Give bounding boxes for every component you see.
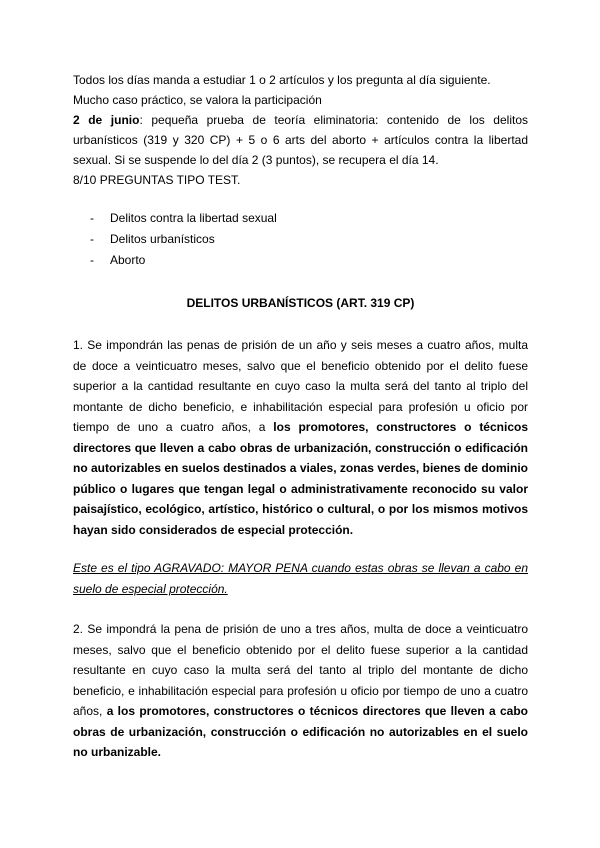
exam-info	[73, 110, 528, 170]
dash-bullet: -	[90, 253, 94, 267]
list-item	[73, 229, 528, 250]
paragraph-1-bold: los promotores, constructores o técnicos directores que lleven a cabo obras de urbanización, construcción o edificación no autorizables en suelos destinados a viales, zonas verdes, bienes de dominio público o lugares que tengan legal o administrativamente reconocido su valor paisajístico, ecológico, artístico, histórico o cultural, o por los mismos motivos hayan sido considerados de especial protección.	[73, 420, 528, 537]
list-item	[73, 208, 528, 229]
exam-description: : pequeña prueba de teoría eliminatoria: contenido de los delitos urbanísticos (319 y 320 CP) + 5 o 6 arts del aborto + artículos contra la libertad sexual. Si se suspende lo del día 2 (3 puntos), se recupera el día 14.	[73, 113, 528, 167]
agravado-note: Este es el tipo AGRAVADO: MAYOR PENA cuando estas obras se llevan a cabo en suelo de especial protección.	[73, 561, 528, 596]
section-heading: DELITOS URBANÍSTICOS (ART. 319 CP)	[186, 296, 415, 310]
paragraph-1-text: 1. Se impondrán las penas de prisión de un año y seis meses a cuatro años, multa de doce a veinticuatro meses, salvo que el beneficio obtenido por el delito fuese superior a la cantidad resultante en cuyo caso la multa será del tanto al triplo del montante de dicho beneficio, e inhabilitación especial para profesión u oficio por tiempo de uno a cuatro años, a	[73, 338, 528, 434]
intro-block	[73, 70, 528, 190]
intro-line-1: Todos los días manda a estudiar 1 o 2 artículos y los pregunta al día siguiente.	[73, 73, 491, 87]
article-paragraph-2	[73, 619, 528, 763]
paragraph-2-bold: a los promotores, constructores o técnicos directores que lleven a cabo obras de urbanización, construcción o edificación no autorizables en el suelo no urbanizable.	[73, 704, 528, 759]
test-note: 8/10 PREGUNTAS TIPO TEST.	[73, 173, 241, 187]
dash-bullet: -	[90, 211, 94, 225]
list-item-label: Aborto	[110, 253, 146, 267]
list-item-label: Delitos contra la libertad sexual	[110, 211, 277, 225]
paragraph-2-text: 2. Se impondrá la pena de prisión de uno a tres años, multa de doce a veinticuatro meses, salvo que el beneficio obtenido por el delito fuese superior a la cantidad resultante en cuyo caso la multa será del tanto al triplo del montante de dicho beneficio, e inhabilitación especial para profesión u oficio por tiempo de uno a cuatro años,	[73, 622, 528, 718]
exam-date: 2 de junio	[73, 113, 140, 127]
intro-line-2: Mucho caso práctico, se valora la participación	[73, 93, 322, 107]
document-page	[73, 70, 528, 775]
list-item	[73, 250, 528, 271]
dash-bullet: -	[90, 232, 94, 246]
list-item-label: Delitos urbanísticos	[110, 232, 215, 246]
topics-list	[73, 208, 528, 271]
article-paragraph-1	[73, 335, 528, 540]
